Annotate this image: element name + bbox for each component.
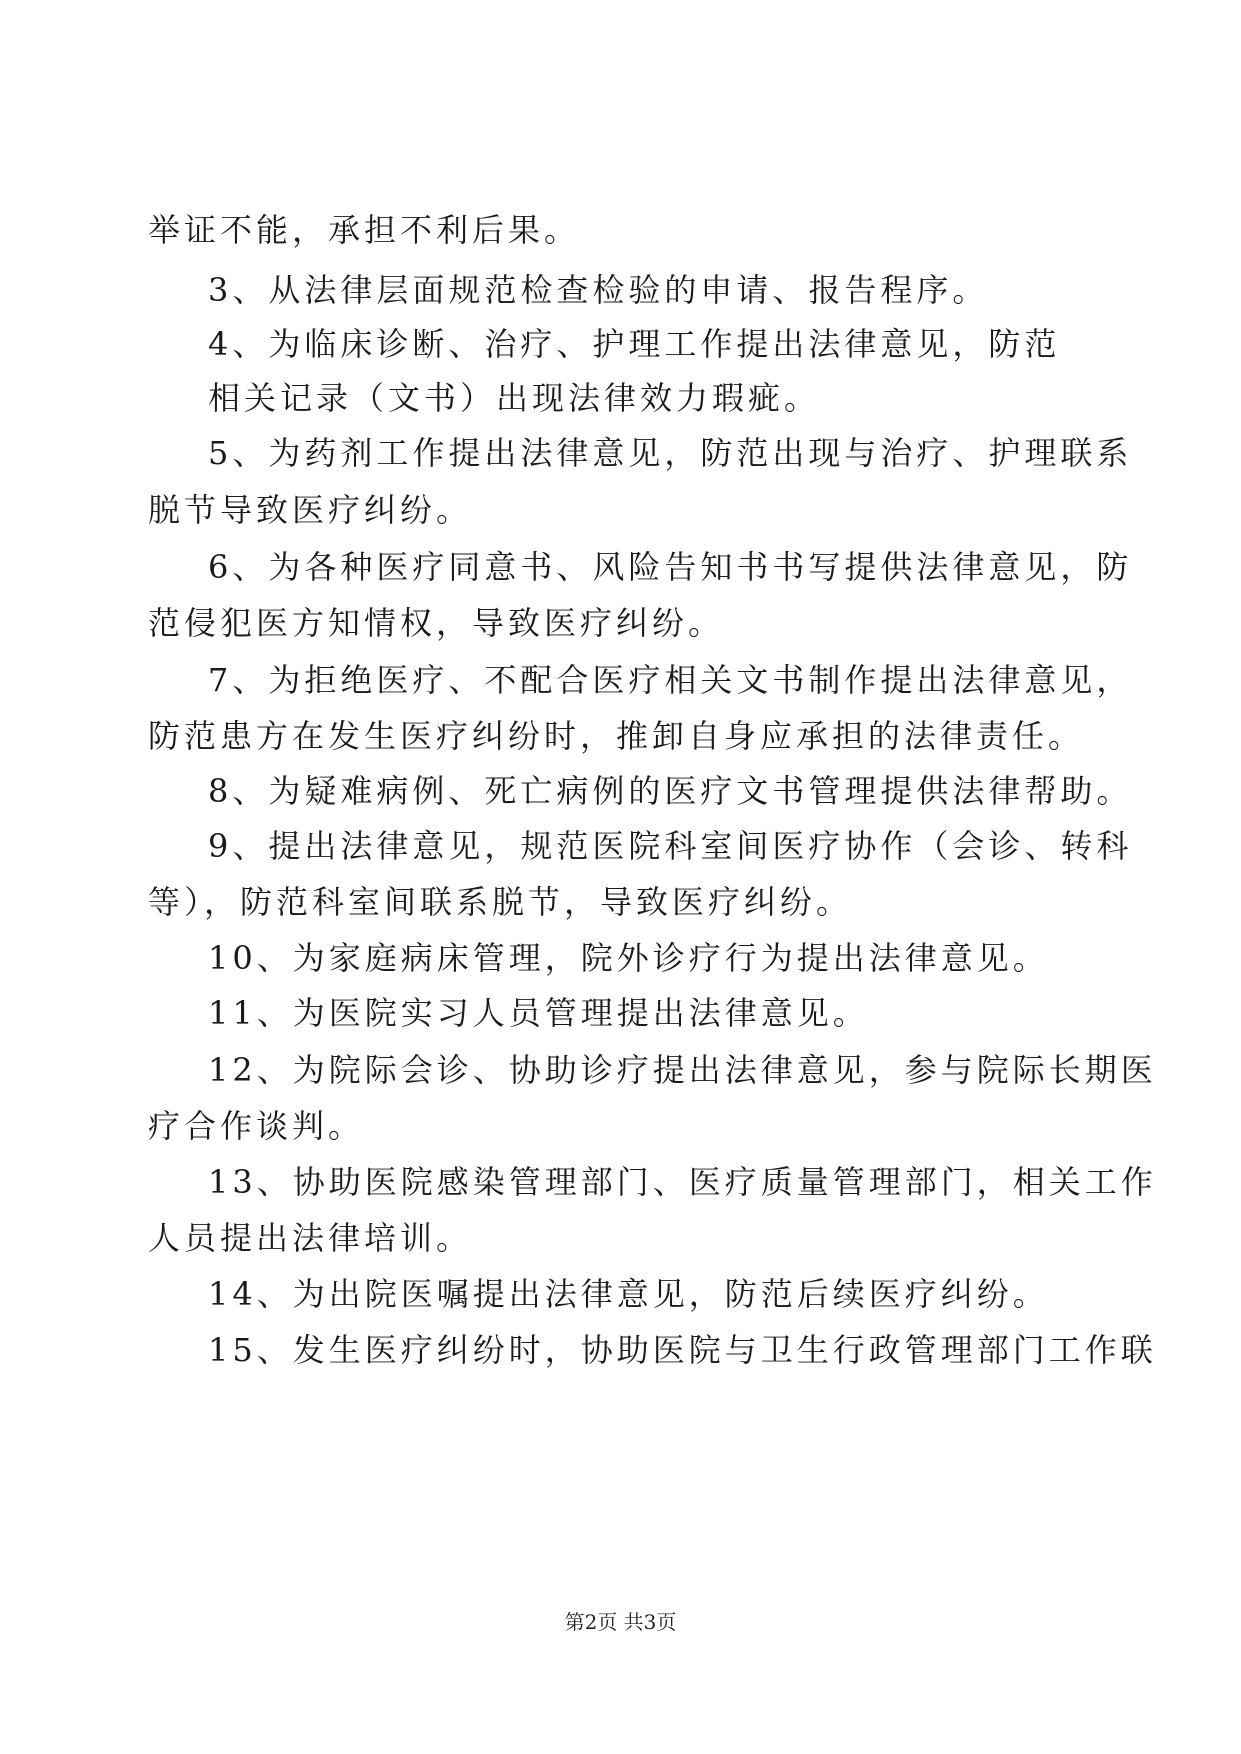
page-footer: 第2页 共3页 xyxy=(564,1610,677,1634)
text-line: 11、为医院实习人员管理提出法律意见。 xyxy=(208,994,869,1032)
text-line: 9、提出法律意见，规范医院科室间医疗协作（会诊、转科 xyxy=(208,827,1133,865)
text-line: 13、协助医院感染管理部门、医疗质量管理部门，相关工作 xyxy=(208,1163,1157,1201)
text-line: 15、发生医疗纠纷时，协助医院与卫生行政管理部门工作联 xyxy=(208,1331,1157,1369)
text-line: 范侵犯医方知情权，导致医疗纠纷。 xyxy=(148,604,725,642)
text-line: 防范患方在发生医疗纠纷时，推卸自身应承担的法律责任。 xyxy=(148,717,1085,755)
text-line: 12、为院际会诊、协助诊疗提出法律意见，参与院际长期医 xyxy=(208,1051,1157,1089)
text-line: 脱节导致医疗纠纷。 xyxy=(148,491,473,529)
text-line: 人员提出法律培训。 xyxy=(148,1219,473,1257)
text-line: 8、为疑难病例、死亡病例的医疗文书管理提供法律帮助。 xyxy=(208,772,1133,810)
text-line: 7、为拒绝医疗、不配合医疗相关文书制作提出法律意见， xyxy=(208,661,1133,699)
text-line: 举证不能，承担不利后果。 xyxy=(148,211,581,249)
text-line: 相关记录（文书）出现法律效力瑕疵。 xyxy=(208,379,821,417)
text-line: 14、为出院医嘱提出法律意见，防范后续医疗纠纷。 xyxy=(208,1275,1049,1313)
text-line: 等），防范科室间联系脱节，导致医疗纠纷。 xyxy=(148,883,853,921)
text-line: 3、从法律层面规范检查检验的申请、报告程序。 xyxy=(208,271,989,309)
text-line: 5、为药剂工作提出法律意见，防范出现与治疗、护理联系 xyxy=(208,434,1133,472)
text-line: 10、为家庭病床管理，院外诊疗行为提出法律意见。 xyxy=(208,939,1049,977)
text-line: 6、为各种医疗同意书、风险告知书书写提供法律意见，防 xyxy=(208,548,1133,586)
text-line: 4、为临床诊断、治疗、护理工作提出法律意见，防范 xyxy=(208,325,1061,363)
text-line: 疗合作谈判。 xyxy=(148,1107,365,1145)
